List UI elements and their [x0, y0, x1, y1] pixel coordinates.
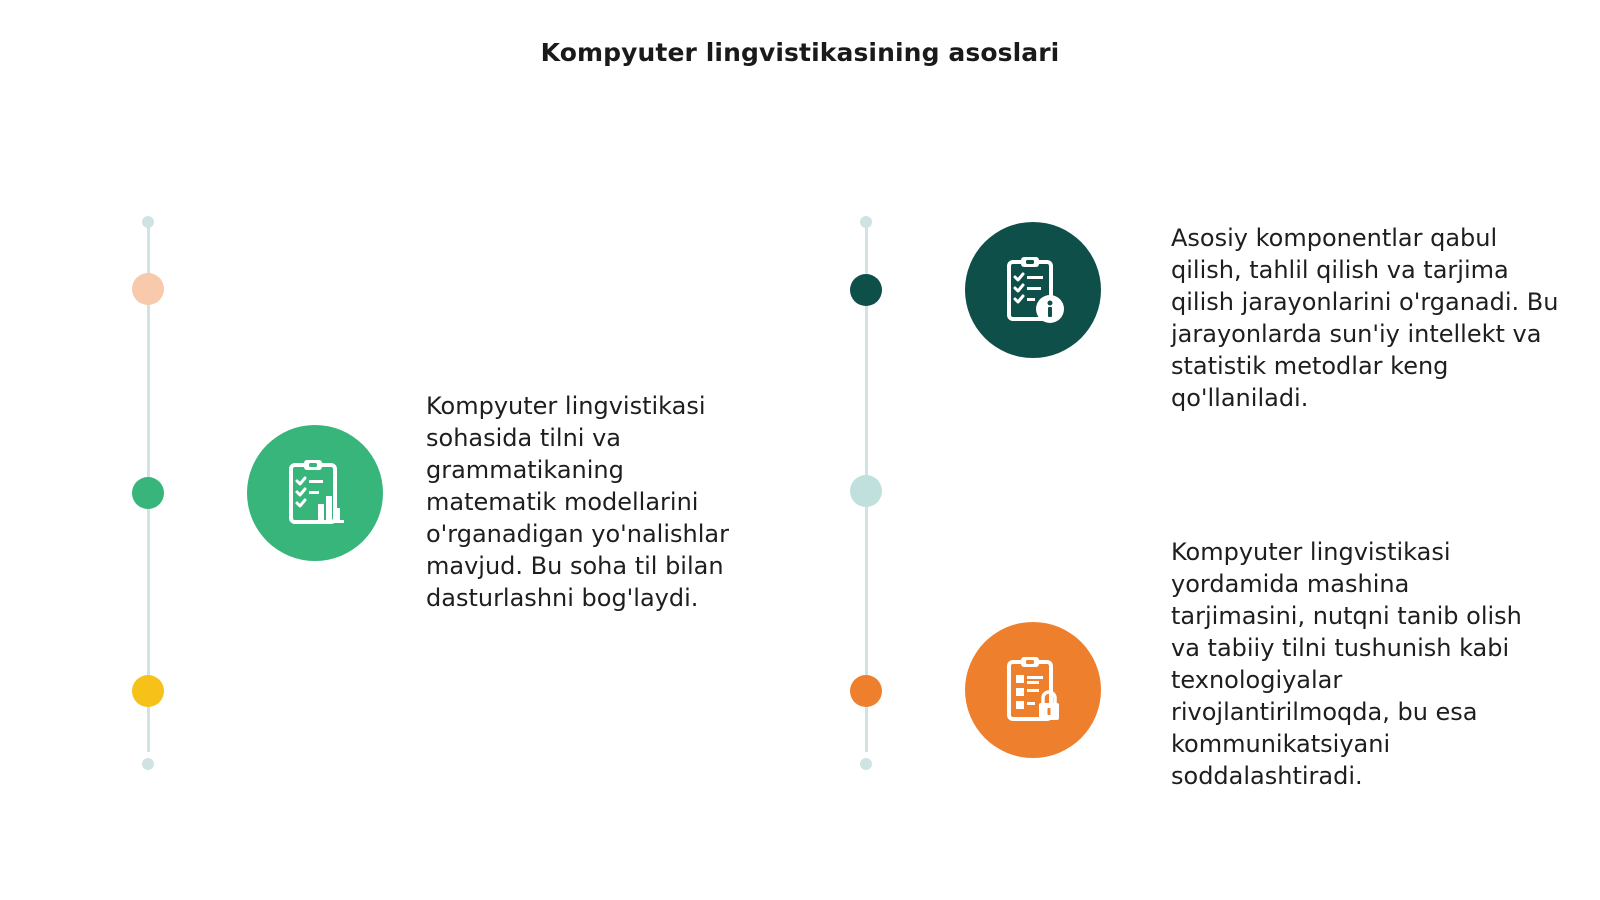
timeline-start-cap — [142, 216, 154, 228]
item-description: Kompyuter lingvistikasi yordamida mashina tarjimasini, nutqni tanib olish va tabiiy tilni tushunish kabi texnologiyalar rivojlantirilmoqda, bu esa kommunikatsiyani soddalashtiradi. — [1171, 538, 1522, 790]
timeline-marker-peach — [132, 273, 164, 305]
item-icon-circle-orange — [965, 622, 1101, 758]
page-title: Kompyuter lingvistikasining asoslari — [540, 38, 1060, 67]
timeline-marker-yellow — [132, 675, 164, 707]
timeline-marker-dark-teal — [850, 274, 882, 306]
timeline-marker-green — [132, 477, 164, 509]
clipboard-info-icon — [996, 253, 1070, 327]
timeline-marker-orange — [850, 675, 882, 707]
timeline-end-cap — [142, 758, 154, 770]
item-description: Kompyuter lingvistikasi sohasida tilni va grammatikaning matematik modellarini o'rganadigan yo'nalishlar mavjud. Bu soha til bilan dasturlashni bog'laydi. — [426, 392, 729, 612]
timeline-marker-light-teal — [850, 475, 882, 507]
timeline-end-cap — [860, 758, 872, 770]
clipboard-chart-icon — [278, 456, 352, 530]
item-icon-circle-dark-teal — [965, 222, 1101, 358]
item-description: Asosiy komponentlar qabul qilish, tahlil qilish va tarjima qilish jarayonlarini o'rganadi. Bu jarayonlarda sun'iy intellekt va statistik metodlar keng qo'llaniladi. — [1171, 224, 1559, 412]
item-icon-circle-green — [247, 425, 383, 561]
clipboard-lock-icon — [996, 653, 1070, 727]
timeline-start-cap — [860, 216, 872, 228]
